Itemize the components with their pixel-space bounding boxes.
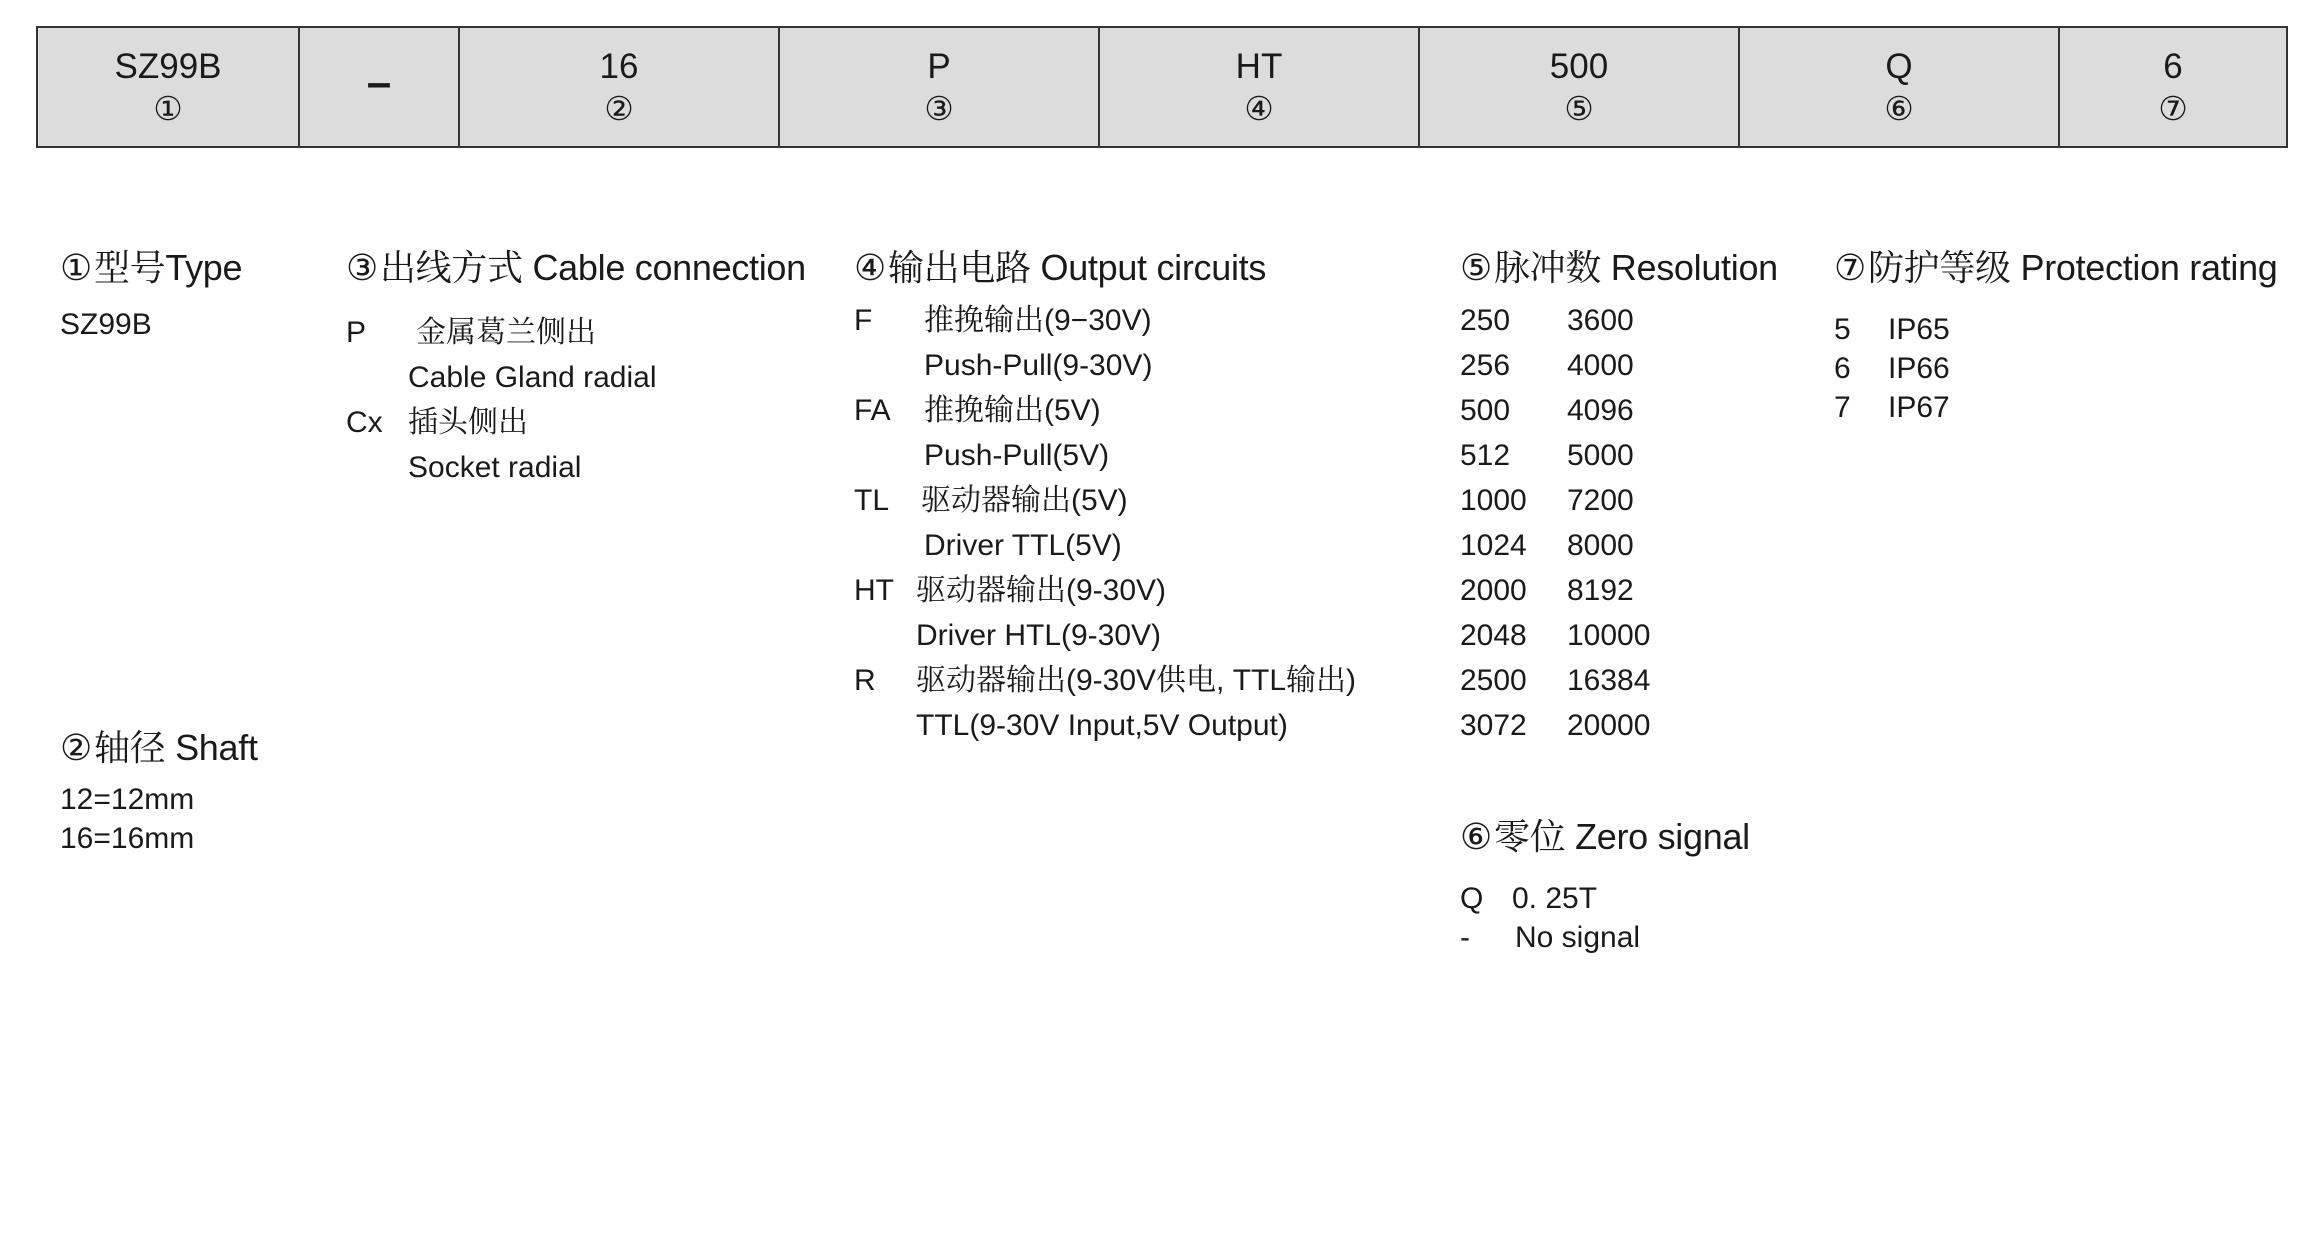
list-item: 1024 8000 xyxy=(1460,529,1634,562)
code-value: 16 xyxy=(599,47,639,86)
section-title xyxy=(854,246,1356,290)
code-value: HT xyxy=(1235,47,1283,86)
section-type xyxy=(60,246,242,347)
section-title xyxy=(60,726,258,770)
section-title-text: 出线方式 Cable connection xyxy=(379,247,806,288)
section-title xyxy=(60,246,242,290)
list-item: 2048 10000 xyxy=(1460,619,1651,652)
list-item: FA 推挽输出(5V) xyxy=(854,394,1101,427)
list-item: HT 驱动器输出(9-30V) xyxy=(854,574,1167,607)
list-item: Push-Pull(5V) xyxy=(924,439,1110,472)
section-title-text: 零位 Zero signal xyxy=(1493,816,1750,857)
section-number: ⑦ xyxy=(1834,247,1866,288)
section-zero-signal xyxy=(1460,815,1750,957)
list-item: 1000 7200 xyxy=(1460,484,1634,517)
code-index: ④ xyxy=(1244,90,1274,127)
code-index: ② xyxy=(604,90,634,127)
code-cell-resolution xyxy=(1420,28,1740,146)
section-number: ④ xyxy=(854,247,886,288)
list-item: Socket radial xyxy=(408,451,582,484)
section-output-circuits xyxy=(854,246,1356,748)
list-item: Driver TTL(5V) xyxy=(924,529,1122,562)
section-title-text: 输出电路 Output circuits xyxy=(887,247,1267,288)
section-resolution xyxy=(1460,246,1778,748)
list-item: 12=12mm xyxy=(60,783,195,816)
section-cable-connection xyxy=(346,246,806,490)
code-index: ⑥ xyxy=(1884,90,1914,127)
code-value: P xyxy=(927,47,951,86)
code-index: ③ xyxy=(924,90,954,127)
list-item: Cx 插头侧出 xyxy=(346,406,528,439)
section-title-text: 型号Type xyxy=(93,247,243,288)
list-item: 256 4000 xyxy=(1460,349,1634,382)
code-value: SZ99B xyxy=(114,47,222,86)
section-shaft xyxy=(60,726,258,858)
list-item: 6 IP66 xyxy=(1834,352,1950,385)
code-cell-output xyxy=(1100,28,1420,146)
section-number: ③ xyxy=(346,247,378,288)
list-item: F 推挽输出(9−30V) xyxy=(854,304,1152,337)
list-item: SZ99B xyxy=(60,308,152,341)
section-title-text: 脉冲数 Resolution xyxy=(1493,247,1778,288)
section-title-text: 轴径 Shaft xyxy=(93,727,258,768)
list-item: Driver HTL(9-30V) xyxy=(916,619,1162,652)
model-code-table xyxy=(36,26,2288,148)
list-item: 500 4096 xyxy=(1460,394,1634,427)
code-cell-cable xyxy=(780,28,1100,146)
code-separator: – xyxy=(366,58,392,107)
list-item: 16=16mm xyxy=(60,822,195,855)
section-number: ⑥ xyxy=(1460,816,1492,857)
section-number: ① xyxy=(60,247,92,288)
list-item: R 驱动器输出(9-30V供电, TTL输出) xyxy=(854,664,1357,697)
list-item: 512 5000 xyxy=(1460,439,1634,472)
section-title-text: 防护等级 Protection rating xyxy=(1867,247,2278,288)
code-value: Q xyxy=(1885,47,1913,86)
list-item: Push-Pull(9-30V) xyxy=(924,349,1153,382)
code-index: ⑦ xyxy=(2158,90,2188,127)
section-title xyxy=(1460,815,1750,859)
section-title xyxy=(1834,246,2278,290)
section-protection-rating xyxy=(1834,246,2278,427)
code-index: ⑤ xyxy=(1564,90,1594,127)
list-item: - No signal xyxy=(1460,921,1641,954)
list-item: 250 3600 xyxy=(1460,304,1634,337)
code-cell-protection xyxy=(2060,28,2286,146)
code-value: 500 xyxy=(1549,47,1609,86)
list-item: 2000 8192 xyxy=(1460,574,1634,607)
list-item: 3072 20000 xyxy=(1460,709,1651,742)
list-item: P 金属葛兰侧出 xyxy=(346,316,596,349)
list-item: TL 驱动器输出(5V) xyxy=(854,484,1128,517)
list-item: 7 IP67 xyxy=(1834,391,1950,424)
section-number: ⑤ xyxy=(1460,247,1492,288)
list-item: Q 0. 25T xyxy=(1460,882,1598,915)
list-item: TTL(9-30V Input,5V Output) xyxy=(916,709,1288,742)
list-item: 2500 16384 xyxy=(1460,664,1651,697)
list-item: 5 IP65 xyxy=(1834,313,1950,346)
code-cell-shaft xyxy=(460,28,780,146)
resolution-list xyxy=(1460,298,1778,748)
code-cell-separator xyxy=(300,28,460,146)
code-value: 6 xyxy=(2163,47,2183,86)
code-cell-zero xyxy=(1740,28,2060,146)
section-title xyxy=(346,246,806,290)
section-number: ② xyxy=(60,727,92,768)
list-item: Cable Gland radial xyxy=(408,361,657,394)
code-cell-type xyxy=(38,28,300,146)
section-title xyxy=(1460,246,1778,290)
code-index: ① xyxy=(153,90,183,127)
